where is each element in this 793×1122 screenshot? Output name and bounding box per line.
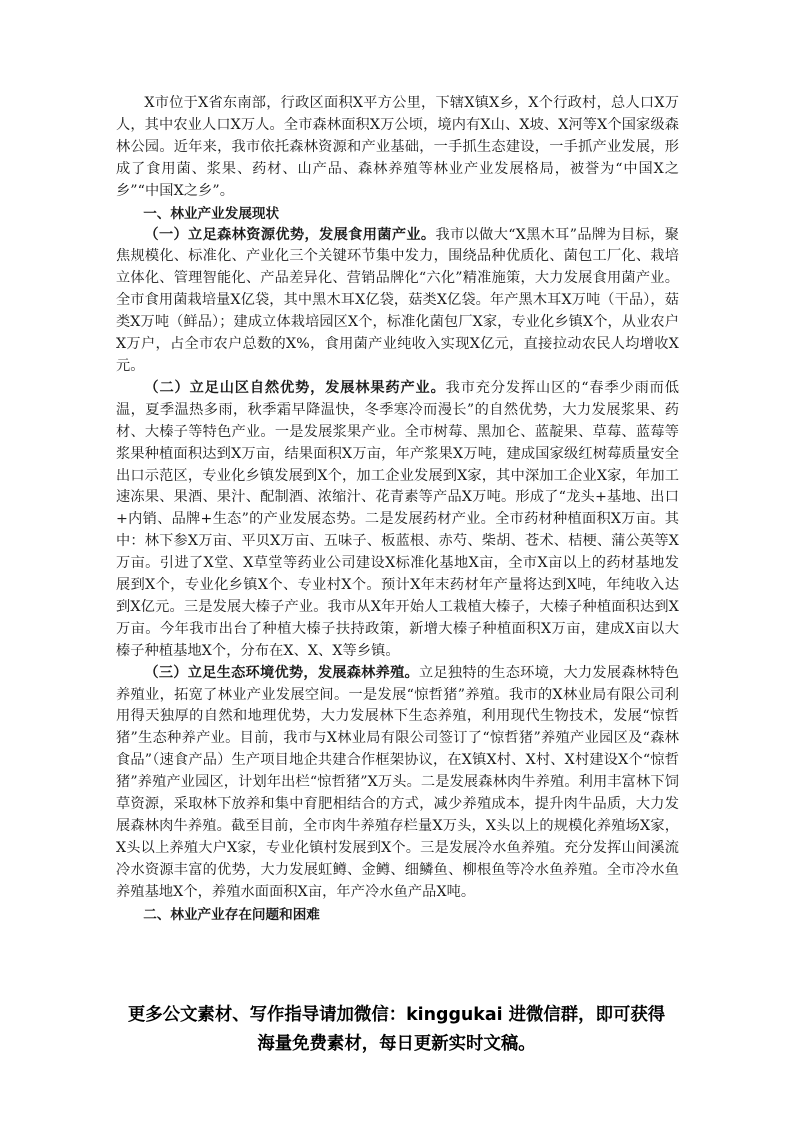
paragraph-edible-fungi-text: 我市以做大“X黑木耳”品牌为目标，聚焦规模化、标准化、产业化三个关键环节集中发力，围绕品种优质化、菌包工厂化、栽培立体化、管理智能化、产品差异化、营销品牌化“六化”精准施策，大力发展食用菌产业。全市食用菌栽培量X亿袋，其中黑木耳X亿袋，菇类X亿袋。年产黑木耳X万吨（干品），菇类X万吨（鲜品）；建成立体栽培园区X个，标准化菌包厂X家，专业化乡镇X个，从业农户X万户，占全市农户总数的X%，食用菌产业纯收入实现X亿元，直接拉动农民人均增收X元。 bbox=[116, 226, 679, 374]
paragraph-fruit-medicine-text: 我市充分发挥山区的“春季少雨而低温，夏季温热多雨，秋季霜早降温快，冬季寒冷而漫长”的自然优势，大力发展浆果、药材、大榛子等特色产业。一是发展浆果产业。全市树莓、黑加仑、蓝靛果、草莓、蓝莓等浆果种植面积达到X万亩，结果面积X万亩，年产浆果X万吨，建成国家级红树莓质量安全出口示范区，专业化乡镇发展到X个，加工企业发展到X家，其中深加工企业X家，年加工速冻果、果酒、果汁、配制酒、浓缩汁、花青素等产品X万吨。形成了“龙头+基地、出口+内销、品牌+生态”的产业发展态势。二是发展药材产业。全市药材种植面积X万亩。其中：林下参X万亩、平贝X万亩、五味子、板蓝根、赤芍、柴胡、苍术、桔梗、蒲公英等X万亩。引进了X堂、X草堂等药业公司建设X标准化基地X亩，全市X亩以上的药材基地发展到X个，专业化乡镇X个、专业村X个。预计X年末药材年产量将达到X吨，年纯收入达到X亿元。三是发展大榛子产业。我市从X年开始人工栽植大榛子，大榛子种植面积达到X万亩。今年我市出台了种植大榛子扶持政策，新增大榛子种植面积X万亩，建成X亩以大榛子种植基地X个，分布在X、X、X等乡镇。 bbox=[116, 379, 679, 659]
promo-footer bbox=[96, 1001, 697, 1059]
promo-line-2: 海量免费素材，每日更新实时文稿。 bbox=[257, 1034, 536, 1054]
subheading-fruit-medicine: （二）立足山区自然优势，发展林果药产业。 bbox=[144, 379, 446, 396]
paragraph-edible-fungi bbox=[116, 225, 679, 378]
document-body bbox=[116, 93, 679, 926]
subheading-edible-fungi: （一）立足森林资源优势，发展食用菌产业。 bbox=[144, 226, 436, 243]
intro-paragraph: X市位于X省东南部，行政区面积X平方公里，下辖X镇X乡，X个行政村，总人口X万人，其中农业人口X万人。全市森林面积X万公顷，境内有X山、X坡、X河等X个国家级森林公园。近年来，我市依托森林资源和产业基础，一手抓生态建设，一手抓产业发展，形成了食用菌、浆果、药材、山产品、森林养殖等林业产业发展格局，被誉为“中国X之乡”“中国X之乡”。 bbox=[116, 95, 679, 199]
paragraph-forest-breeding bbox=[116, 663, 679, 904]
section-heading-current-status: 一、林业产业发展现状 bbox=[143, 205, 280, 222]
promo-line-1: 更多公文素材、写作指导请加微信：kinggukai 进微信群，即可获得 bbox=[127, 1005, 666, 1025]
section-heading-problems: 二、林业产业存在问题和困难 bbox=[143, 906, 320, 923]
subheading-forest-breeding: （三）立足生态环境优势，发展森林养殖。 bbox=[144, 664, 419, 681]
paragraph-fruit-medicine bbox=[116, 378, 679, 663]
paragraph-forest-breeding-text: 立足独特的生态环境，大力发展森林特色养殖业，拓宽了林业产业发展空间。一是发展“惊哲猪”养殖。我市的X林业局有限公司利用得天独厚的自然和地理优势，大力发展林下生态养殖，利用现代生物技术，发展“惊哲猪”生态种养产业。目前，我市与X林业局有限公司签订了“惊哲猪”养殖产业园区及“森林食品”（速食产品）生产项目地企共建合作框架协议，在X镇X村、X村、X村建设X个“惊哲猪”养殖产业园区，计划年出栏“惊哲猪”X万头。二是发展森林肉牛养殖。利用丰富林下饲草资源，采取林下放养和集中育肥相结合的方式，减少养殖成本，提升肉牛品质，大力发展森林肉牛养殖。截至目前，全市肉牛养殖存栏量X万头，X头以上的规模化养殖场X家，X头以上养殖大户X家，专业化镇村发展到X个。三是发展冷水鱼养殖。充分发挥山间溪流冷水资源丰富的优势，大力发展虹鳟、金鳟、细鳞鱼、柳根鱼等冷水鱼养殖。全市冷水鱼养殖基地X个，养殖水面面积X亩，年产冷水鱼产品X吨。 bbox=[116, 664, 679, 900]
